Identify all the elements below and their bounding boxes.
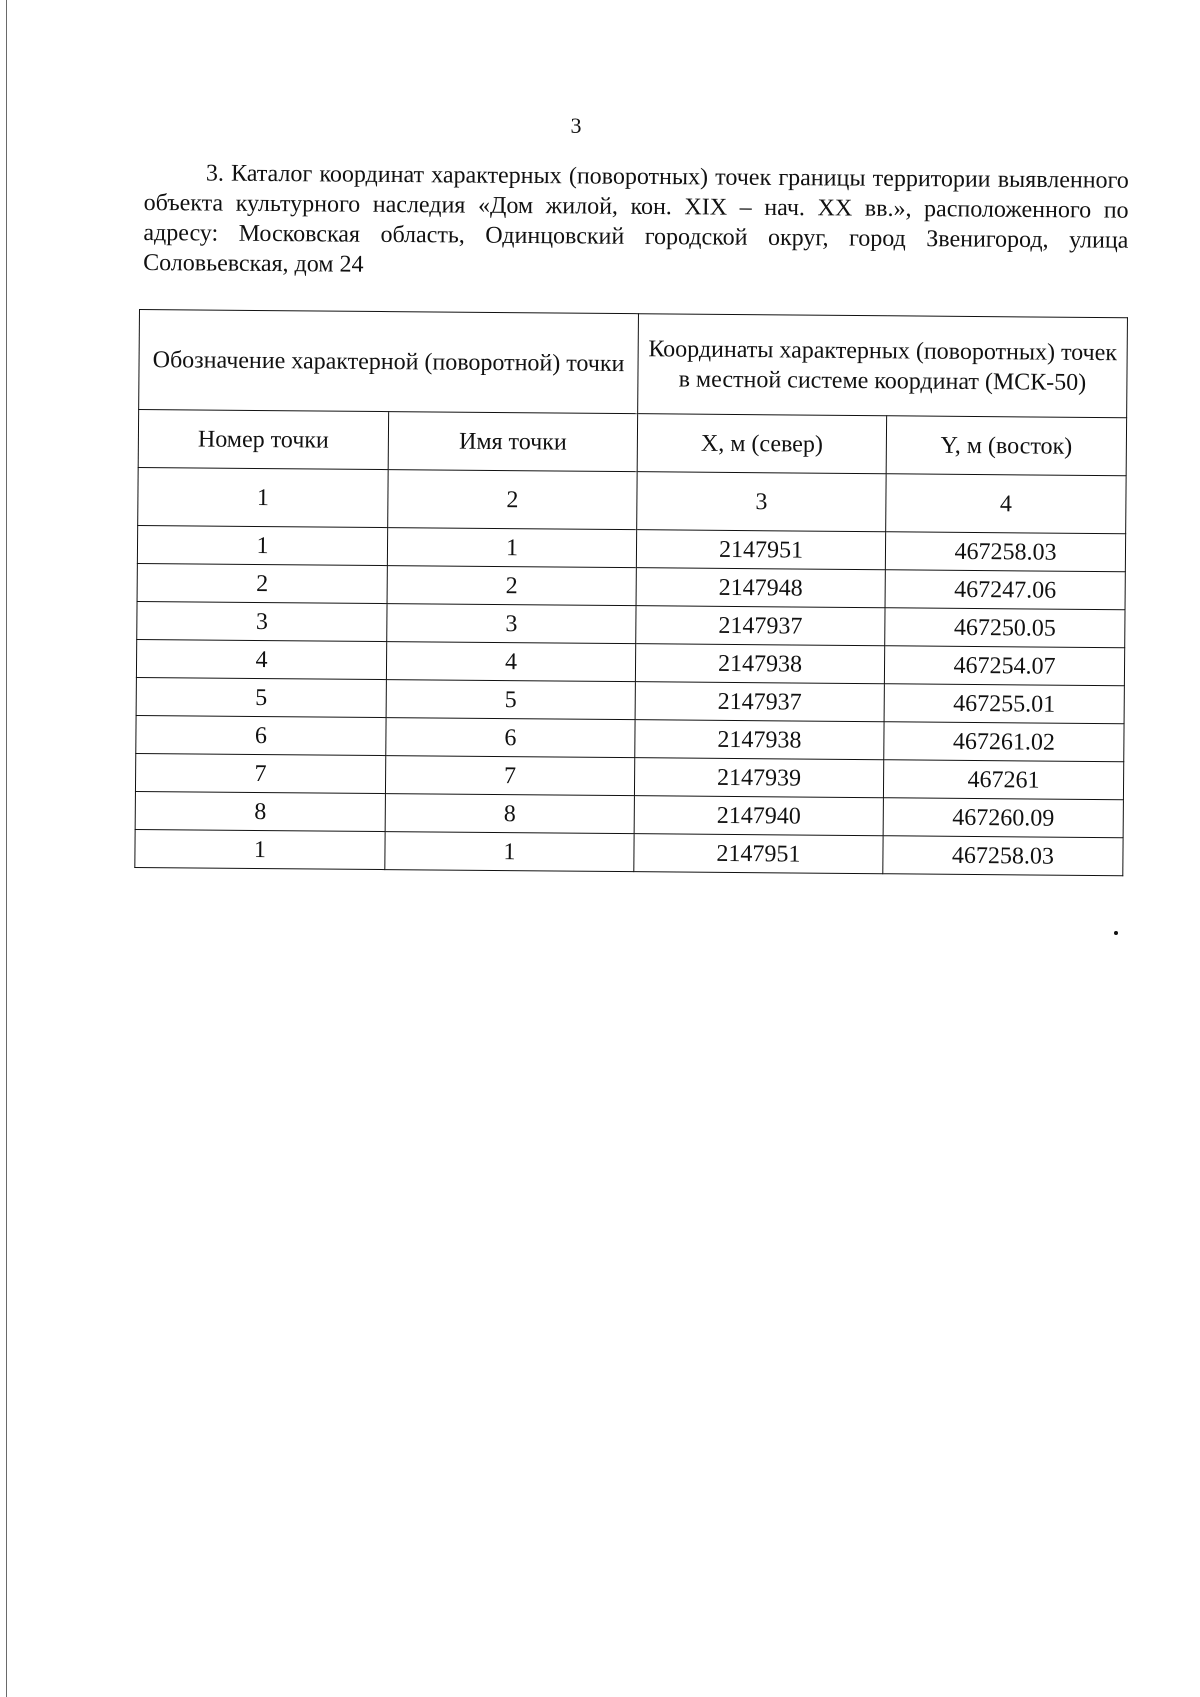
point-number-cell: 4 (136, 639, 386, 679)
point-name-cell: 1 (385, 832, 634, 872)
x-coordinate-cell: 2147939 (634, 758, 883, 798)
point-number-cell: 8 (135, 791, 385, 831)
x-coordinate-cell: 2147937 (635, 682, 884, 722)
section-heading (143, 158, 1129, 286)
stray-dot-mark (1114, 931, 1118, 935)
x-coordinate-cell: 2147937 (636, 606, 885, 646)
y-coordinate-cell: 467260.09 (883, 798, 1123, 838)
column-number: 4 (886, 474, 1126, 534)
y-coordinate-cell: 467254.07 (884, 646, 1124, 686)
x-coordinate-cell: 2147948 (636, 568, 885, 608)
coordinates-table (134, 309, 1128, 876)
column-header: X, м (север) (637, 414, 886, 474)
x-coordinate-cell: 2147938 (635, 720, 884, 760)
table-body (135, 525, 1126, 875)
y-coordinate-cell: 467247.06 (885, 570, 1125, 610)
x-coordinate-cell: 2147951 (634, 834, 883, 874)
point-name-cell: 8 (385, 794, 634, 834)
point-number-cell: 5 (136, 677, 386, 717)
y-coordinate-cell: 467261.02 (884, 722, 1124, 762)
x-coordinate-cell: 2147938 (635, 644, 884, 684)
y-coordinate-cell: 467258.03 (885, 532, 1125, 572)
table-row (135, 829, 1123, 875)
point-number-cell: 3 (137, 601, 387, 641)
column-header: Имя точки (388, 412, 637, 472)
y-coordinate-cell: 467261 (883, 760, 1123, 800)
point-number-cell: 1 (137, 525, 387, 565)
coordinates-group-header: Координаты характерных (поворотных) точек в местной системе координат (МСК-50) (638, 314, 1128, 418)
point-number-cell: 7 (135, 753, 385, 793)
point-number-cell: 6 (136, 715, 386, 755)
column-number: 3 (637, 472, 886, 532)
point-name-cell: 3 (387, 604, 636, 644)
y-coordinate-cell: 467255.01 (884, 684, 1124, 724)
point-name-cell: 2 (387, 566, 636, 606)
column-header: Номер точки (138, 410, 388, 470)
coordinates-table-container (134, 309, 1127, 876)
designation-group-header: Обозначение характерной (поворотной) точки (139, 310, 639, 414)
column-number: 1 (138, 467, 388, 527)
point-name-cell: 6 (386, 718, 635, 758)
column-number-row (138, 467, 1126, 533)
point-name-cell: 1 (387, 528, 636, 568)
y-coordinate-cell: 467250.05 (885, 608, 1125, 648)
heading-text: 3. Каталог координат характерных (поворотных) точек границы территории выявленного объекта культурного наследия «Дом жилой, кон. XIX – нач. XX вв.», расположенного по адресу: Московская область, Одинцовский городской округ, город Звенигород, улица Соловьевская, дом 24 (143, 160, 1129, 278)
x-coordinate-cell: 2147951 (636, 530, 885, 570)
column-number: 2 (388, 470, 637, 530)
page-number: 3 (570, 113, 582, 138)
x-coordinate-cell: 2147940 (634, 796, 883, 836)
page-edge-line (6, 0, 7, 1697)
point-name-cell: 4 (386, 642, 635, 682)
column-header: Y, м (восток) (886, 416, 1126, 476)
y-coordinate-cell: 467258.03 (883, 836, 1123, 876)
point-name-cell: 7 (385, 756, 634, 796)
point-number-cell: 1 (135, 829, 385, 869)
point-number-cell: 2 (137, 563, 387, 603)
column-header-row (138, 410, 1126, 476)
point-name-cell: 5 (386, 680, 635, 720)
